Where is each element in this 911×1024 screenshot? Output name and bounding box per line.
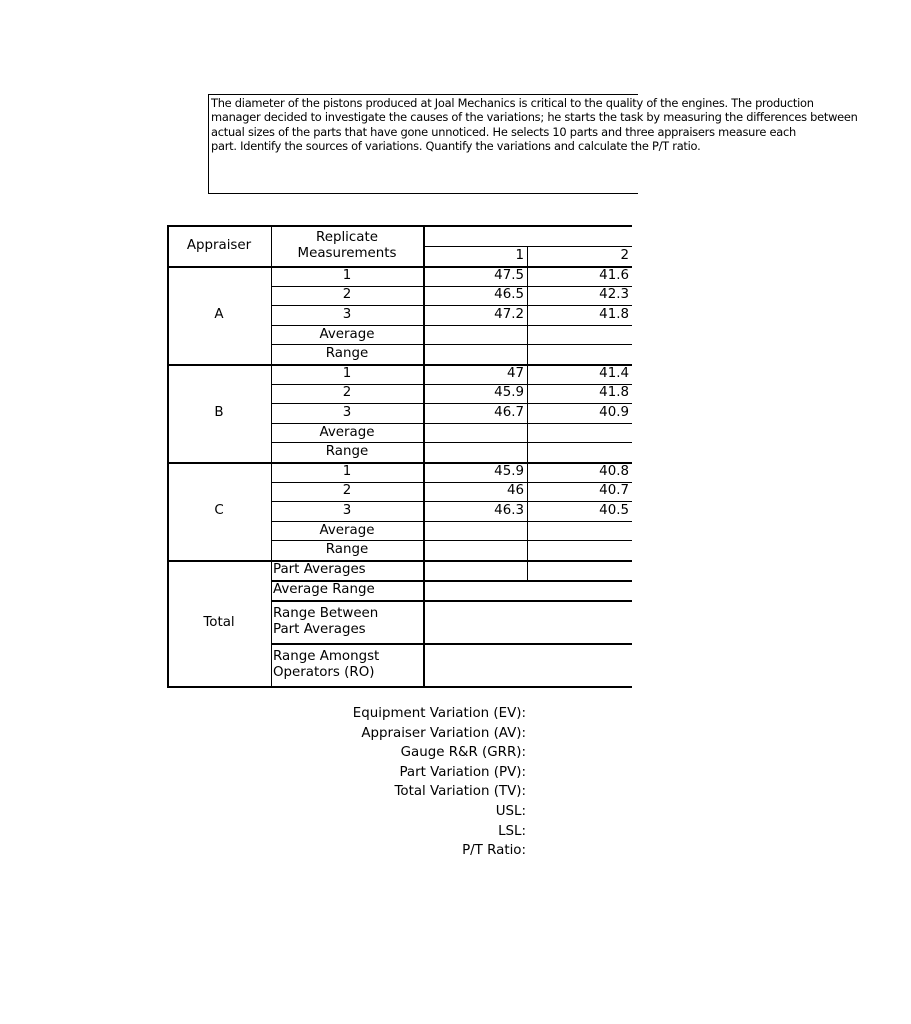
replicate-header <box>271 225 423 266</box>
tv-label: Total Variation (TV): <box>394 784 526 800</box>
header-bottom-border <box>167 266 632 268</box>
measurement-cell: 46.5 <box>494 287 524 303</box>
problem-line: actual sizes of the parts that have gone unnoticed. He selects 10 parts and three appraisers measure each <box>211 124 796 139</box>
measurement-cell: 40.8 <box>599 463 629 479</box>
range-label: Range <box>325 542 369 558</box>
row-divider <box>271 305 632 306</box>
average-range-label: Average Range <box>273 582 375 597</box>
row-divider <box>271 540 632 541</box>
measurement-cell: 47 <box>506 365 524 381</box>
table-bottom-border <box>167 686 632 688</box>
row-divider <box>271 325 632 326</box>
replicate-label: 1 <box>342 267 352 283</box>
range-between-label-line: Part Averages <box>273 621 366 637</box>
replicate-label: 1 <box>342 463 352 479</box>
problem-line: The diameter of the pistons produced at Joal Mechanics is critical to the quality of the engines. The production <box>211 96 814 110</box>
row-divider <box>271 600 632 602</box>
block-border <box>167 364 632 366</box>
usl-label: USL: <box>495 803 526 819</box>
measurement-cell: 47.2 <box>494 306 524 322</box>
results-summary <box>300 704 526 861</box>
measurement-cell: 40.5 <box>599 502 629 518</box>
measurement-cell: 41.6 <box>599 267 629 283</box>
row-divider <box>271 423 632 424</box>
measurement-cell: 47.5 <box>494 267 524 283</box>
column-divider <box>271 225 272 688</box>
range-between-label-line: Range Between <box>273 605 379 621</box>
average-label: Average <box>319 522 375 538</box>
measurement-cell: 46 <box>506 483 524 499</box>
replicate-label: 3 <box>342 502 352 518</box>
row-divider <box>271 580 632 582</box>
row-divider <box>271 403 632 404</box>
replicate-header-line: Measurements <box>297 245 397 261</box>
replicate-label: 3 <box>342 404 352 420</box>
table-top-border <box>167 225 632 227</box>
problem-line: manager decided to investigate the causes of the variations; he starts the task by measuring the differences between <box>211 110 858 125</box>
problem-line: part. Identify the sources of variations. Quantify the variations and calculate the P/T ratio. <box>211 139 701 154</box>
measurement-cell: 40.7 <box>599 483 629 499</box>
block-border <box>167 462 632 464</box>
row-divider <box>271 344 632 345</box>
measurement-cell: 40.9 <box>599 404 629 420</box>
row-divider <box>271 442 632 443</box>
appraiser-name: A <box>214 307 224 322</box>
range-between-label <box>271 600 423 643</box>
table-left-border <box>167 225 169 688</box>
column-divider <box>527 246 528 580</box>
replicate-label: 2 <box>342 287 352 303</box>
appraiser-name: B <box>214 405 224 420</box>
replicate-header-line: Replicate <box>316 229 378 245</box>
measurement-cell: 41.4 <box>599 365 629 381</box>
range-amongst-label-line: Operators (RO) <box>273 664 375 680</box>
average-label: Average <box>319 326 375 342</box>
row-divider <box>271 286 632 287</box>
row-divider <box>271 384 632 385</box>
block-border <box>167 560 632 562</box>
measurement-cell: 46.7 <box>494 404 524 420</box>
measurement-cell: 45.9 <box>494 463 524 479</box>
lsl-label: LSL: <box>498 823 526 839</box>
appraiser-name: C <box>214 503 224 518</box>
grr-label: Gauge R&R (GRR): <box>400 745 526 761</box>
pt-ratio-label: P/T Ratio: <box>462 843 526 859</box>
row-divider <box>271 501 632 502</box>
replicate-label: 1 <box>342 365 352 381</box>
part-averages-label: Part Averages <box>273 562 366 577</box>
pv-label: Part Variation (PV): <box>399 764 526 780</box>
part-number-header: 2 <box>620 248 629 263</box>
measurement-cell: 45.9 <box>494 385 524 401</box>
row-divider <box>271 643 632 645</box>
measurement-cell: 42.3 <box>599 287 629 303</box>
appraiser-header: Appraiser <box>186 237 252 253</box>
replicate-label: 2 <box>342 483 352 499</box>
replicate-label: 2 <box>342 385 352 401</box>
measurement-cell: 41.8 <box>599 306 629 322</box>
row-divider <box>271 482 632 483</box>
total-label: Total <box>203 615 235 630</box>
range-amongst-label <box>271 643 423 686</box>
ev-label: Equipment Variation (EV): <box>352 706 526 721</box>
range-label: Range <box>325 346 369 362</box>
column-divider <box>423 225 425 688</box>
replicate-label: 3 <box>342 306 352 322</box>
measurement-cell: 46.3 <box>494 502 524 518</box>
range-label: Range <box>325 444 369 460</box>
av-label: Appraiser Variation (AV): <box>361 725 526 741</box>
range-amongst-label-line: Range Amongst <box>273 648 380 664</box>
part-number-header: 1 <box>515 248 524 263</box>
measurement-cell: 41.8 <box>599 385 629 401</box>
row-divider <box>271 521 632 522</box>
average-label: Average <box>319 424 375 440</box>
